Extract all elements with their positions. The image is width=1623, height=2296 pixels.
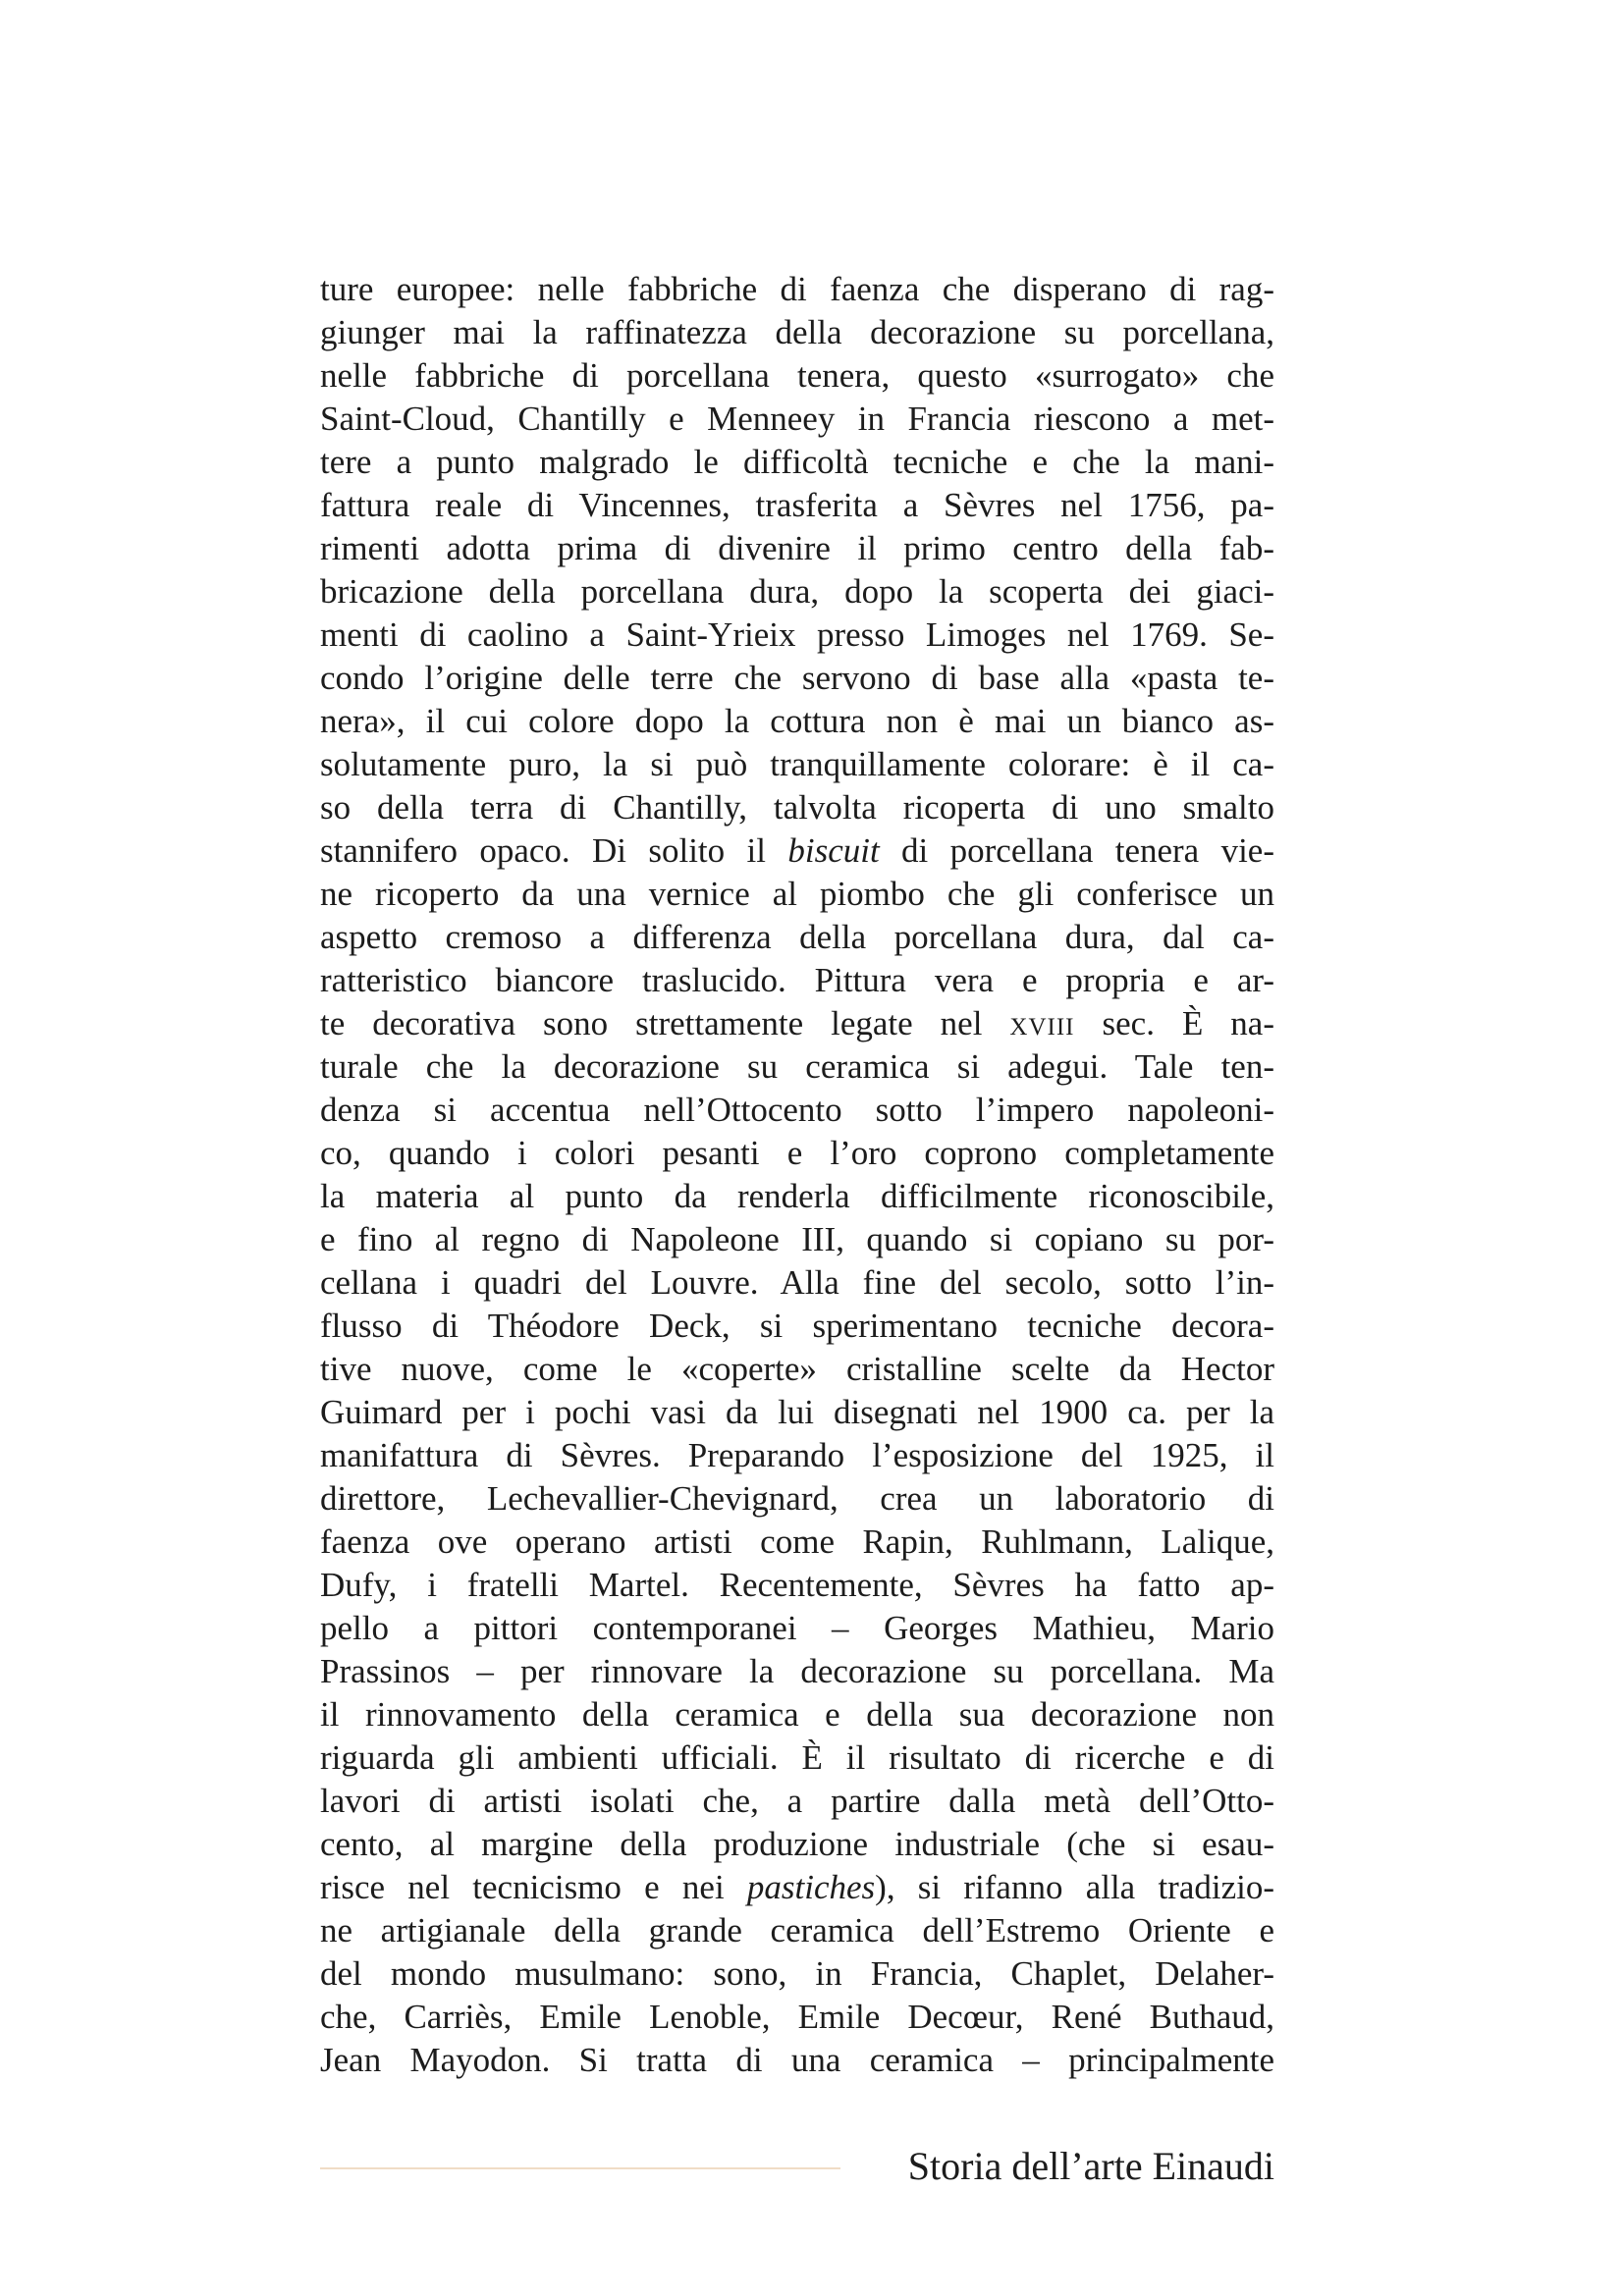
text-line [320, 959, 1274, 1002]
text-line [320, 1650, 1274, 1693]
text-run: solutamente puro, la si può tranquillamente colorare: è il ca- [320, 745, 1274, 783]
text-line [320, 1089, 1274, 1132]
text-line [320, 829, 1274, 873]
text-run: faenza ove operano artisti come Rapin, Ruhlmann, Lalique, [320, 1522, 1274, 1561]
text-run: bricazione della porcellana dura, dopo la scoperta dei giaci- [320, 572, 1274, 611]
text-run: fattura reale di Vincennes, trasferita a Sèvres nel 1756, pa- [320, 486, 1274, 524]
text-line [320, 1736, 1274, 1780]
text-run: Prassinos – per rinnovare la decorazione su porcellana. Ma [320, 1652, 1274, 1690]
text-line [320, 1909, 1274, 1952]
body-text [320, 268, 1274, 2082]
text-run: ture europee: nelle fabbriche di faenza che disperano di rag- [320, 270, 1274, 308]
text-run: che, Carriès, Emile Lenoble, Emile Decœur, René Buthaud, [320, 1998, 1274, 2036]
text-line [320, 1218, 1274, 1261]
text-line [320, 1521, 1274, 1564]
text-run: il rinnovamento della ceramica e della sua decorazione non [320, 1695, 1274, 1734]
text-run: pello a pittori contemporanei – Georges Mathieu, Mario [320, 1609, 1274, 1647]
text-run: risce nel tecnicismo e nei [320, 1868, 747, 1906]
text-line [320, 570, 1274, 614]
text-run: stannifero opaco. Di solito il [320, 831, 788, 870]
text-run: menti di caolino a Saint-Yrieix presso Limoges nel 1769. Se- [320, 615, 1274, 654]
text-run: direttore, Lechevallier-Chevignard, crea un laboratorio di [320, 1479, 1274, 1518]
text-line [320, 1175, 1274, 1218]
text-line [320, 1391, 1274, 1434]
text-run: del mondo musulmano: sono, in Francia, Chaplet, Delaher- [320, 1954, 1274, 1993]
italic-term: biscuit [787, 831, 880, 870]
text-run: Jean Mayodon. Si tratta di una ceramica – principalmente [320, 2041, 1274, 2079]
text-line [320, 1952, 1274, 1996]
text-run: aspetto cremoso a differenza della porcellana dura, dal ca- [320, 918, 1274, 956]
text-line [320, 1780, 1274, 1823]
text-line [320, 657, 1274, 700]
footer-title: Storia dell’arte Einaudi [907, 2144, 1274, 2188]
text-run: giunger mai la raffinatezza della decorazione su porcellana, [320, 313, 1274, 351]
text-line [320, 1045, 1274, 1089]
footer-rule [320, 2167, 840, 2169]
text-line [320, 354, 1274, 398]
text-line [320, 786, 1274, 829]
text-run: ne artigianale della grande ceramica dell’Estremo Oriente e [320, 1911, 1274, 1949]
small-caps-term: xviii [1009, 1004, 1075, 1042]
text-run: nelle fabbriche di porcellana tenera, questo «surrogato» che [320, 356, 1274, 395]
text-line [320, 1132, 1274, 1175]
text-run: Guimard per i pochi vasi da lui disegnati nel 1900 ca. per la [320, 1393, 1274, 1431]
text-line [320, 1996, 1274, 2039]
text-run: condo l’origine delle terre che servono di base alla «pasta te- [320, 659, 1274, 697]
text-run: e fino al regno di Napoleone III, quando si copiano su por- [320, 1220, 1274, 1258]
text-run: denza si accentua nell’Ottocento sotto l’impero napoleoni- [320, 1091, 1274, 1129]
text-run: ratteristico biancore traslucido. Pittura vera e propria e ar- [320, 961, 1274, 999]
text-line [320, 1607, 1274, 1650]
text-run: la materia al punto da renderla difficilmente riconoscibile, [320, 1177, 1274, 1215]
text-run: co, quando i colori pesanti e l’oro coprono completamente [320, 1134, 1274, 1172]
text-line [320, 614, 1274, 657]
text-line [320, 1348, 1274, 1391]
text-run: cento, al margine della produzione industriale (che si esau- [320, 1825, 1274, 1863]
text-line [320, 398, 1274, 441]
text-run: cellana i quadri del Louvre. Alla fine del secolo, sotto l’in- [320, 1263, 1274, 1302]
text-line [320, 2039, 1274, 2082]
text-run: lavori di artisti isolati che, a partire dalla metà dell’Otto- [320, 1782, 1274, 1820]
text-run: sec. È na- [1074, 1004, 1274, 1042]
text-line [320, 1564, 1274, 1607]
text-run: tive nuove, come le «coperte» cristalline scelte da Hector [320, 1350, 1274, 1388]
text-run: flusso di Théodore Deck, si sperimentano tecniche decora- [320, 1307, 1274, 1345]
text-run: di porcellana tenera vie- [879, 831, 1274, 870]
text-run: so della terra di Chantilly, talvolta ricoperta di uno smalto [320, 788, 1274, 827]
text-run: turale che la decorazione su ceramica si adegui. Tale ten- [320, 1047, 1274, 1086]
text-line [320, 1477, 1274, 1521]
text-line [320, 1261, 1274, 1305]
text-run: riguarda gli ambienti ufficiali. È il risultato di ricerche e di [320, 1738, 1274, 1777]
text-line [320, 311, 1274, 354]
text-run: manifattura di Sèvres. Preparando l’esposizione del 1925, il [320, 1436, 1274, 1474]
text-line [320, 1866, 1274, 1909]
text-line [320, 743, 1274, 786]
text-line [320, 268, 1274, 311]
text-line [320, 1305, 1274, 1348]
text-line [320, 1002, 1274, 1045]
text-run: tere a punto malgrado le difficoltà tecniche e che la mani- [320, 443, 1274, 481]
text-run: ), si rifanno alla tradizio- [875, 1868, 1274, 1906]
text-line [320, 1434, 1274, 1477]
text-run: te decorativa sono strettamente legate nel [320, 1004, 1010, 1042]
text-line [320, 527, 1274, 570]
text-line [320, 484, 1274, 527]
italic-term: pastiches [746, 1868, 876, 1906]
text-line [320, 700, 1274, 743]
text-run: nera», il cui colore dopo la cottura non è mai un bianco as- [320, 702, 1274, 740]
text-line [320, 1823, 1274, 1866]
text-run: Saint-Cloud, Chantilly e Menneey in Francia riescono a met- [320, 400, 1274, 438]
text-run: rimenti adotta prima di divenire il primo centro della fab- [320, 529, 1274, 567]
text-line [320, 1693, 1274, 1736]
text-line [320, 873, 1274, 916]
text-run: Dufy, i fratelli Martel. Recentemente, Sèvres ha fatto ap- [320, 1566, 1274, 1604]
text-line [320, 441, 1274, 484]
text-line [320, 916, 1274, 959]
text-run: ne ricoperto da una vernice al piombo che gli conferisce un [320, 875, 1274, 913]
